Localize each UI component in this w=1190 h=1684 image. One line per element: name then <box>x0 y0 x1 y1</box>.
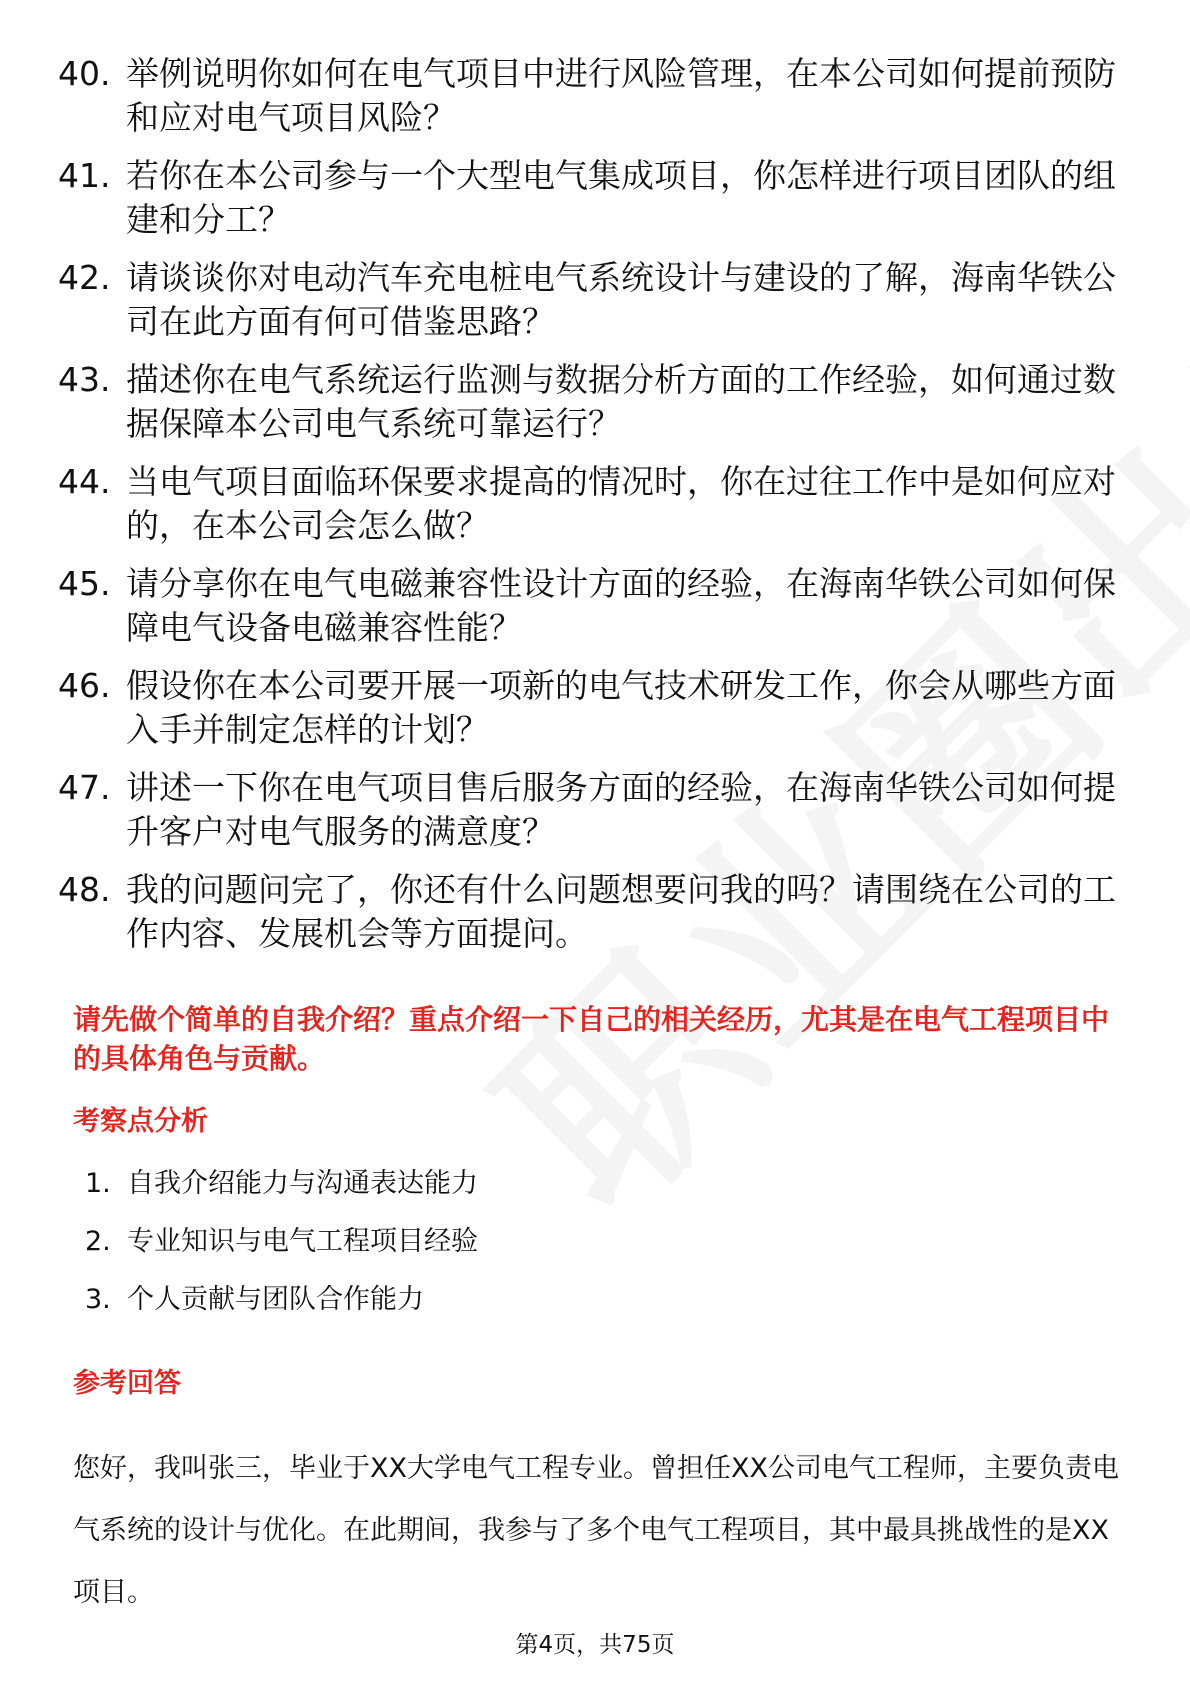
question-item <box>58 256 1138 344</box>
question-number: 44. <box>58 462 111 501</box>
reference-answer: 您好，我叫张三，毕业于XX大学电气工程专业。曾担任XX公司电气工程师，主要负责电气系统的设计与优化。在此期间，我参与了多个电气工程项目，其中最具挑战性的是XX项目。 <box>73 1453 1119 1608</box>
question-text: 请谈谈你对电动汽车充电桩电气系统设计与建设的了解，海南华铁公司在此方面有何可借鉴思路？ <box>126 258 1116 341</box>
question-text: 请分享你在电气电磁兼容性设计方面的经验，在海南华铁公司如何保障电气设备电磁兼容性能？ <box>126 564 1116 647</box>
highlight-question: 请先做个简单的自我介绍？重点介绍一下自己的相关经历，尤其是在电气工程项目中的具体角色与贡献。 <box>73 1003 1110 1075</box>
question-text: 若你在本公司参与一个大型电气集成项目，你怎样进行项目团队的组建和分工？ <box>126 156 1116 239</box>
question-text: 讲述一下你在电气项目售后服务方面的经验，在海南华铁公司如何提升客户对电气服务的满意度？ <box>126 768 1116 851</box>
reference-heading: 参考回答 <box>73 1368 181 1399</box>
point-text: 专业知识与电气工程项目经验 <box>127 1226 478 1257</box>
page-footer: 第4页，共75页 <box>515 1632 675 1658</box>
question-text: 当电气项目面临环保要求提高的情况时，你在过往工作中是如何应对的，在本公司会怎么做？ <box>126 462 1116 545</box>
question-number: 46. <box>58 666 111 705</box>
question-number: 45. <box>58 564 111 603</box>
question-item <box>58 154 1138 242</box>
question-item <box>58 664 1138 752</box>
question-number: 42. <box>58 258 111 297</box>
question-number: 48. <box>58 870 111 909</box>
point-number: 3. <box>85 1284 111 1315</box>
analysis-point <box>85 1166 985 1202</box>
point-number: 2. <box>85 1226 111 1257</box>
question-list <box>58 52 1138 970</box>
analysis-points <box>85 1166 985 1340</box>
question-item <box>58 766 1138 854</box>
question-text: 描述你在电气系统运行监测与数据分析方面的工作经验，如何通过数据保障本公司电气系统可靠运行？ <box>126 360 1116 443</box>
point-text: 个人贡献与团队合作能力 <box>127 1284 424 1315</box>
analysis-point <box>85 1282 985 1318</box>
question-item <box>58 868 1138 956</box>
question-text: 假设你在本公司要开展一项新的电气技术研发工作，你会从哪些方面入手并制定怎样的计划？ <box>126 666 1116 749</box>
analysis-heading: 考察点分析 <box>73 1106 208 1137</box>
question-item <box>58 460 1138 548</box>
question-number: 41. <box>58 156 111 195</box>
question-item <box>58 562 1138 650</box>
question-item <box>58 52 1138 140</box>
point-text: 自我介绍能力与沟通表达能力 <box>127 1168 478 1199</box>
analysis-point <box>85 1224 985 1260</box>
question-text: 我的问题问完了，你还有什么问题想要问我的吗？请围绕在公司的工作内容、发展机会等方面提问。 <box>126 870 1116 953</box>
question-number: 40. <box>58 54 111 93</box>
question-number: 43. <box>58 360 111 399</box>
question-text: 举例说明你如何在电气项目中进行风险管理，在本公司如何提前预防和应对电气项目风险？ <box>126 54 1116 137</box>
question-item <box>58 358 1138 446</box>
point-number: 1. <box>85 1168 111 1199</box>
question-number: 47. <box>58 768 111 807</box>
